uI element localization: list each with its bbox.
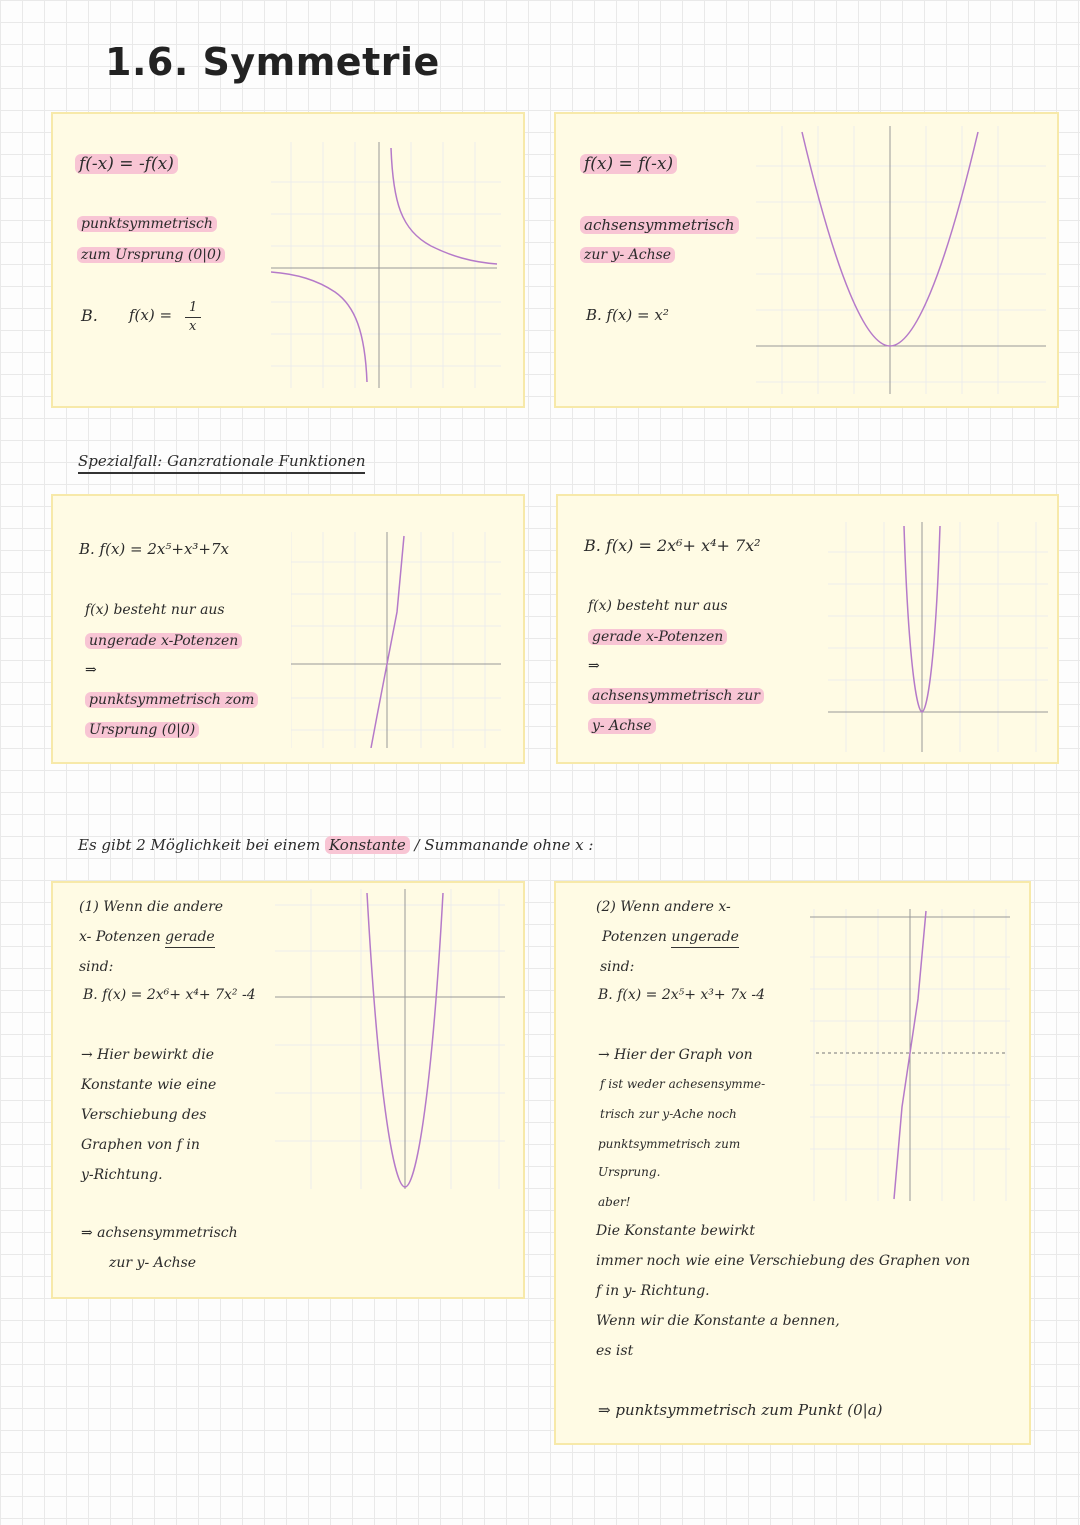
case-2-expl-2: f ist weder achesensymme- — [600, 1077, 766, 1091]
hyperbola-branch-positive — [391, 148, 497, 264]
card-point-symmetry — [51, 112, 525, 408]
case-2-expl-7: Die Konstante bewirkt — [596, 1223, 756, 1239]
text-consists-of: f(x) besteht nur aus — [588, 598, 728, 614]
implies-arrow: ⇒ — [588, 658, 600, 674]
formula-axis-symmetry: f(x) = f(-x) — [580, 154, 677, 174]
case-1-expl-2: Konstante wie eine — [81, 1077, 217, 1093]
graph-even-polynomial — [828, 522, 1048, 752]
card-axis-symmetry — [554, 112, 1059, 408]
fraction-bar — [185, 317, 201, 318]
text-even-powers: gerade x-Potenzen — [588, 629, 727, 645]
example-prefix: B. — [81, 306, 98, 325]
case-2-expl-10: Wenn wir die Konstante a bennen, — [596, 1313, 840, 1329]
case-2-expl-8: immer noch wie eine Verschiebung des Graphen von — [596, 1253, 971, 1269]
case-2-line3: sind: — [600, 959, 635, 975]
card-constant-even — [51, 881, 525, 1299]
fraction-numerator: 1 — [189, 300, 198, 315]
case-2-result: ⇒ punktsymmetrisch zum Punkt (0|a) — [598, 1401, 883, 1419]
case-1-result-2: zur y- Achse — [109, 1255, 197, 1271]
card-odd-powers — [51, 494, 525, 764]
case-1-result-1: ⇒ achsensymmetrisch — [81, 1225, 238, 1241]
case-2-expl-6: aber! — [598, 1195, 631, 1209]
example-lhs: f(x) = — [129, 306, 173, 324]
case-2-line2: Potenzen ungerade — [602, 929, 739, 945]
text-odd-powers: ungerade x-Potenzen — [85, 633, 242, 649]
result-axis-symmetric: achsensymmetrisch zur — [588, 688, 764, 704]
label-y-axis: zur y- Achse — [580, 247, 675, 263]
label-point-symmetric: punktsymmetrisch — [77, 216, 217, 232]
case-2-example: B. f(x) = 2x⁵+ x³+ 7x -4 — [598, 987, 765, 1003]
result-origin: Ursprung (0|0) — [85, 722, 199, 738]
card-even-powers — [556, 494, 1059, 764]
case-1-example: B. f(x) = 2x⁶+ x⁴+ 7x² -4 — [83, 987, 256, 1003]
example-odd-function: B. f(x) = 2x⁵+x³+7x — [79, 540, 230, 558]
graph-hyperbola — [271, 142, 501, 388]
graph-even-shifted — [275, 889, 505, 1189]
case-1-expl-5: y-Richtung. — [81, 1167, 163, 1183]
case-1-expl-3: Verschiebung des — [81, 1107, 207, 1123]
result-y-axis: y- Achse — [588, 718, 656, 734]
case-2-expl-11: es ist — [596, 1343, 634, 1359]
page-title: 1.6. Symmetrie — [105, 40, 440, 84]
case-2-expl-5: Ursprung. — [598, 1165, 661, 1179]
label-axis-symmetric: achsensymmetrisch — [580, 216, 739, 234]
case-1-expl-4: Graphen von f in — [81, 1137, 200, 1153]
text-consists-of: f(x) besteht nur aus — [85, 602, 225, 618]
graph-odd-polynomial — [291, 532, 501, 748]
example-even-function: B. f(x) = 2x⁶+ x⁴+ 7x² — [584, 536, 761, 555]
case-2-expl-3: trisch zur y-Ache noch — [600, 1107, 737, 1121]
label-origin: zum Ursprung (0|0) — [77, 247, 225, 263]
example-parabola: B. f(x) = x² — [586, 306, 669, 324]
card-constant-odd — [554, 881, 1031, 1445]
special-case-heading: Spezialfall: Ganzrationale Funktionen — [78, 452, 365, 470]
implies-arrow: ⇒ — [85, 662, 97, 678]
case-1-line3: sind: — [79, 959, 114, 975]
case-2-expl-1: → Hier der Graph von — [598, 1047, 753, 1063]
constant-intro: Es gibt 2 Möglichkeit bei einem Konstante / Summanande ohne x : — [78, 836, 594, 854]
case-2-line1: (2) Wenn andere x- — [596, 899, 731, 915]
case-1-line1: (1) Wenn die andere — [79, 899, 224, 915]
graph-parabola — [756, 126, 1046, 394]
case-2-expl-4: punktsymmetrisch zum — [598, 1137, 741, 1151]
fraction-denominator: x — [189, 319, 197, 334]
formula-point-symmetry: f(-x) = -f(x) — [75, 154, 178, 174]
case-1-expl-1: → Hier bewirkt die — [81, 1047, 214, 1063]
result-point-symmetric: punktsymmetrisch zom — [85, 692, 258, 708]
case-1-line2: x- Potenzen gerade — [79, 929, 215, 945]
graph-odd-shifted — [810, 909, 1010, 1201]
case-2-expl-9: f in y- Richtung. — [596, 1283, 710, 1299]
